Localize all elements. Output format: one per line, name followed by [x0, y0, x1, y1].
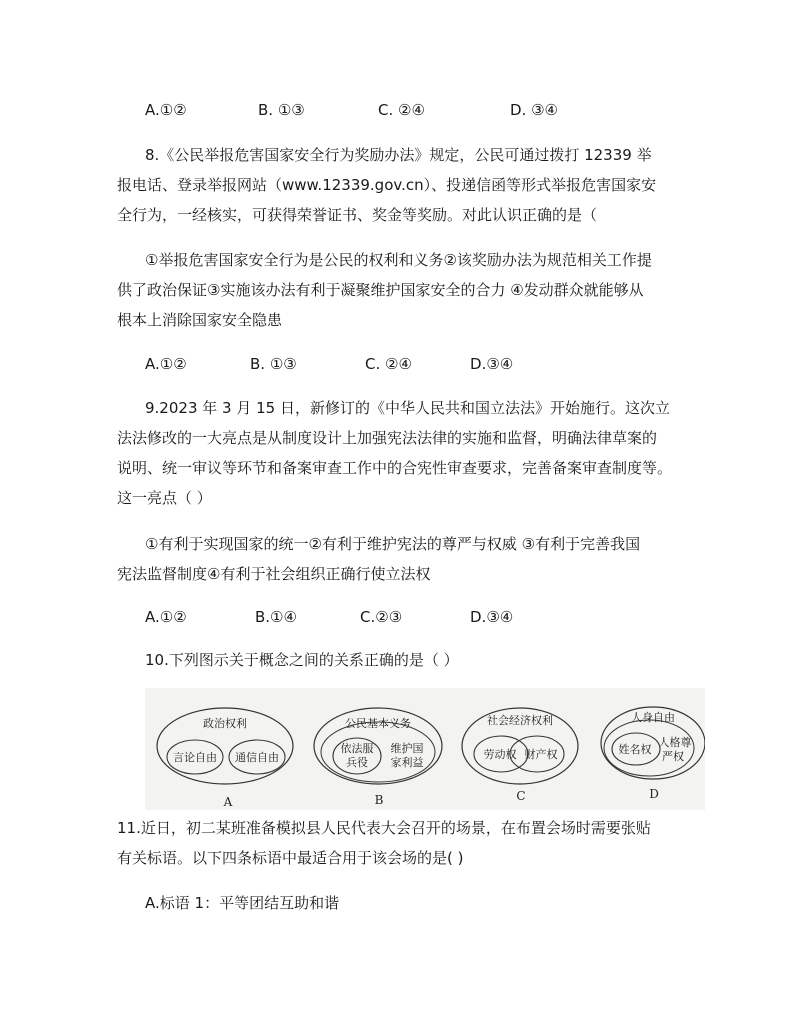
diagram-c-outer-label: 社会经济权利 [487, 714, 553, 727]
q9-option-b: B.①④ [255, 608, 297, 626]
q11-stem-line-2: 有关标语。以下四条标语中最适合用于该会场的是( ) [117, 849, 464, 867]
diagram-b-inner-label-2b: 家利益 [390, 756, 424, 769]
diagram-d-inner-label-2a: 人格尊 [658, 736, 692, 749]
q9-stem-line-4: 这一亮点（ ） [117, 489, 212, 507]
q8-stem-line-1: 8.《公民举报危害国家安全行为奖励办法》规定，公民可通过拨打 12339 举 [145, 146, 652, 164]
q7-option-b: B. ①③ [258, 101, 305, 119]
q9-stem-line-2: 法法修改的一大亮点是从制度设计上加强宪法法律的实施和监督，明确法律草案的 [117, 429, 658, 447]
q9-statement-line-1: ①有利于实现国家的统一②有利于维护宪法的尊严与权威 ③有利于完善我国 [145, 535, 641, 553]
concept-diagrams-svg [145, 688, 705, 810]
q8-option-d: D.③④ [470, 355, 514, 373]
q8-option-c: C. ②④ [365, 355, 412, 373]
diagram-c-inner-label-2: 财产权 [524, 748, 558, 761]
q7-option-c: C. ②④ [378, 101, 425, 119]
q8-statement-line-3: 根本上消除国家安全隐患 [117, 311, 283, 329]
q8-statement-line-1: ①举报危害国家安全行为是公民的权利和义务②该奖励办法为规范相关工作提 [145, 251, 652, 269]
q8-option-b: B. ①③ [250, 355, 297, 373]
q9-stem-line-1: 9.2023 年 3 月 15 日，新修订的《中华人民共和国立法法》开始施行。这次立 [145, 399, 670, 417]
diagram-b-letter: B [374, 793, 384, 807]
q9-statement-line-2: 宪法监督制度④有利于社会组织正确行使立法权 [117, 565, 431, 583]
q9-option-c: C.②③ [360, 608, 403, 626]
diagram-c-letter: C [516, 789, 526, 803]
diagram-b [314, 708, 442, 807]
diagram-a-inner-label-1: 言论自由 [173, 751, 217, 764]
diagram-d-inner-label-2b: 严权 [662, 750, 684, 763]
diagram-b-inner-label-1a: 依法服 [340, 742, 374, 755]
diagram-c [462, 708, 578, 803]
diagram-b-outer-label: 公民基本义务 [345, 717, 411, 730]
diagram-c-inner-label-1: 劳动权 [483, 748, 517, 761]
diagram-d-letter: D [649, 787, 659, 801]
diagram-d-inner-label-1: 姓名权 [618, 743, 652, 756]
diagram-a-outer-label: 政治权利 [203, 717, 247, 730]
q11-option-a: A.标语 1：平等团结互助和谐 [145, 894, 340, 912]
q8-statement-line-2: 供了政治保证③实施该办法有利于凝聚维护国家安全的合力 ④发动群众就能够从 [117, 281, 644, 299]
q8-option-a: A.①② [145, 355, 187, 373]
q10-stem: 10.下列图示关于概念之间的关系正确的是（ ） [145, 651, 459, 669]
q9-option-a: A.①② [145, 608, 187, 626]
concept-relation-figure [145, 688, 705, 810]
q8-stem-line-3: 全行为，一经核实，可获得荣誉证书、奖金等奖励。对此认识正确的是（ [117, 206, 598, 224]
q11-stem-line-1: 11.近日，初二某班准备模拟县人民代表大会召开的场景，在布置会场时需要张贴 [117, 819, 651, 837]
q9-stem-line-3: 说明、统一审议等环节和备案审查工作中的合宪性审查要求，完善备案审查制度等。 [117, 459, 673, 477]
q7-option-a: A.①② [145, 101, 187, 119]
diagram-d [601, 707, 705, 801]
diagram-b-inner-label-1b: 兵役 [346, 756, 368, 769]
q9-option-d: D.③④ [470, 608, 514, 626]
q7-option-d: D. ③④ [510, 101, 558, 119]
diagram-a-inner-label-2: 通信自由 [235, 751, 279, 764]
diagram-a [157, 708, 293, 809]
diagram-d-outer-label: 人身自由 [631, 711, 675, 724]
diagram-b-inner-label-2a: 维护国 [390, 742, 424, 755]
diagram-a-letter: A [223, 795, 233, 809]
q8-stem-line-2: 报电话、登录举报网站（www.12339.gov.cn）、投递信函等形式举报危害国家安 [117, 176, 657, 194]
